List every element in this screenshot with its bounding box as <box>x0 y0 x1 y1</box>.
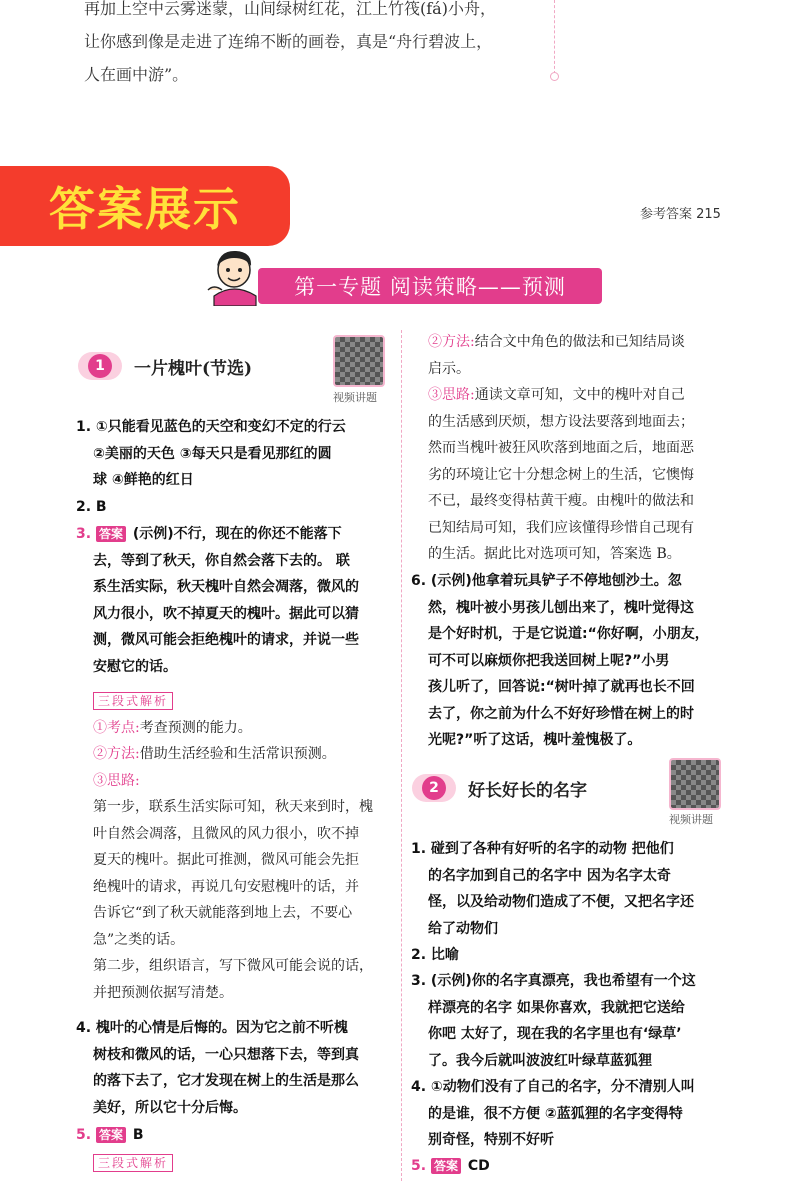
analysis-tag: 三段式解析 <box>93 692 173 710</box>
page-reference: 参考答案 215 <box>640 207 721 222</box>
section-title: 一片槐叶(节选) <box>134 358 253 379</box>
answer-display-banner <box>0 166 290 246</box>
analysis-continued: ②方法:结合文中角色的做法和已知结局谈 启示。 ③思路:通读文章可知，文中的槐叶对自己 的生活感到厌烦，想方设法要落到地面去； 然而当槐叶被狂风吹落到地面之后，地面恶 劣的环境让它十分想念树上的生活，它懊悔 不已，最终变得枯黄干瘦。由槐叶的做法和 已知结局可知，我们应该懂得珍惜自己现有 的生活。据此比对选项可知，答案选 B。 <box>428 334 694 562</box>
excerpt-line: 再加上空中云雾迷蒙，山间绿树红花，江上竹筏(fá)小舟， <box>84 0 496 18</box>
excerpt-line: 让你感到像是走进了连绵不断的画卷，真是“舟行碧波上， <box>84 32 493 51</box>
answer-4: 4. 槐叶的心情是后悔的。因为它之前不听槐 树枝和微风的话，一心只想落下去，等到真 的落下去了，它才发现在树上的生活是那么 美好，所以它十分后悔。 <box>76 1020 359 1116</box>
answer-5: 5. 答案 B <box>76 1127 144 1143</box>
s2-answer-1: 1. 碰到了各种有好听的名字的动物 把他们 的名字加到自己的名字中 因为名字太奇 怪，以及给动物们造成了不便，又把名字还 给了动物们 <box>411 841 694 937</box>
section-header-2: 2 好长好长的名字 <box>412 774 587 802</box>
excerpt-line: 人在画中游”。 <box>84 65 189 84</box>
divider-dot <box>550 72 559 81</box>
column-divider <box>401 330 402 1181</box>
analysis-block-5: 三段式解析 <box>93 1150 173 1177</box>
topic-title: 第一专题 阅读策略——预测 <box>294 275 566 299</box>
answer-tag: 答案 <box>96 526 126 542</box>
section-header-1 <box>78 352 252 380</box>
column-divider-top <box>554 0 555 74</box>
s2-answer-3: 3. (示例)你的名字真漂亮，我也希望有一个这 样漂亮的名字 如果你喜欢，我就把它送给 你吧 太好了，现在我的名字里也有‘绿草’ 了。我今后就叫波波红叶绿草蓝狐狸 <box>411 973 696 1069</box>
qr-code-icon[interactable] <box>669 758 721 810</box>
s2-answer-5: 5. 答案 CD <box>411 1158 490 1174</box>
qr-caption: 视频讲题 <box>333 391 377 404</box>
qr-code-icon[interactable] <box>333 335 385 387</box>
s2-answer-4: 4. ①动物们没有了自己的名字，分不清别人叫 的是谁，很不方便 ②蓝狐狸的名字变得特 别奇怪，特别不好听 <box>411 1079 695 1148</box>
section-number-badge: 1 <box>78 352 122 380</box>
answer-6: 6. (示例)他拿着玩具铲子不停地刨沙土。忽 然，槐叶被小男孩儿刨出来了，槐叶觉得这 是个好时机，于是它说道:“你好啊，小朋友， 可不可以麻烦你把我送回树上呢?”小男 孩儿听了，回答说:“树叶掉了就再也长不回 去了，你之前为什么不好好珍惜在树上的时 光呢?”听了这话，槐叶羞愧极了。 <box>411 573 709 748</box>
answer-3: 3. 答案 (示例)不行，现在的你还不能落下 去，等到了秋天，你自然会落下去的。 联 系生活实际，秋天槐叶自然会凋落，微风的 风力很小，吹不掉夏天的槐叶。据此可以猜 测，微风可能会拒绝槐叶的请求，并说一些 安慰它的话。 <box>76 526 359 675</box>
qr-caption: 视频讲题 <box>669 813 713 826</box>
s2-answer-2: 2. 比喻 <box>411 947 459 963</box>
topic-banner <box>258 268 602 304</box>
answer-1: 1. ①只能看见蓝色的天空和变幻不定的行云 ②美丽的天色 ③每天只是看见那红的圆 球 ④鲜艳的红日 <box>76 419 346 488</box>
banner-title: 答案展示 <box>49 182 241 236</box>
analysis-block-1: 三段式解析 ①考点:考查预测的能力。 ②方法:借助生活经验和生活常识预测。 ③思路: 第一步，联系生活实际可知，秋天来到时，槐 叶自然会凋落，且微风的风力很小，吹不掉 夏天的槐叶。据此可推测，微风可能会先拒 绝槐叶的请求，再说几句安慰槐叶的话，并 告诉它“到了秋天就能落到地上去，不要心 急”之类的话。 第二步，组织语言，写下微风可能会说的话， 并把预测依据写清楚。 <box>93 694 373 1001</box>
previous-text-excerpt <box>84 0 564 91</box>
answer-2: 2. B <box>76 499 107 515</box>
